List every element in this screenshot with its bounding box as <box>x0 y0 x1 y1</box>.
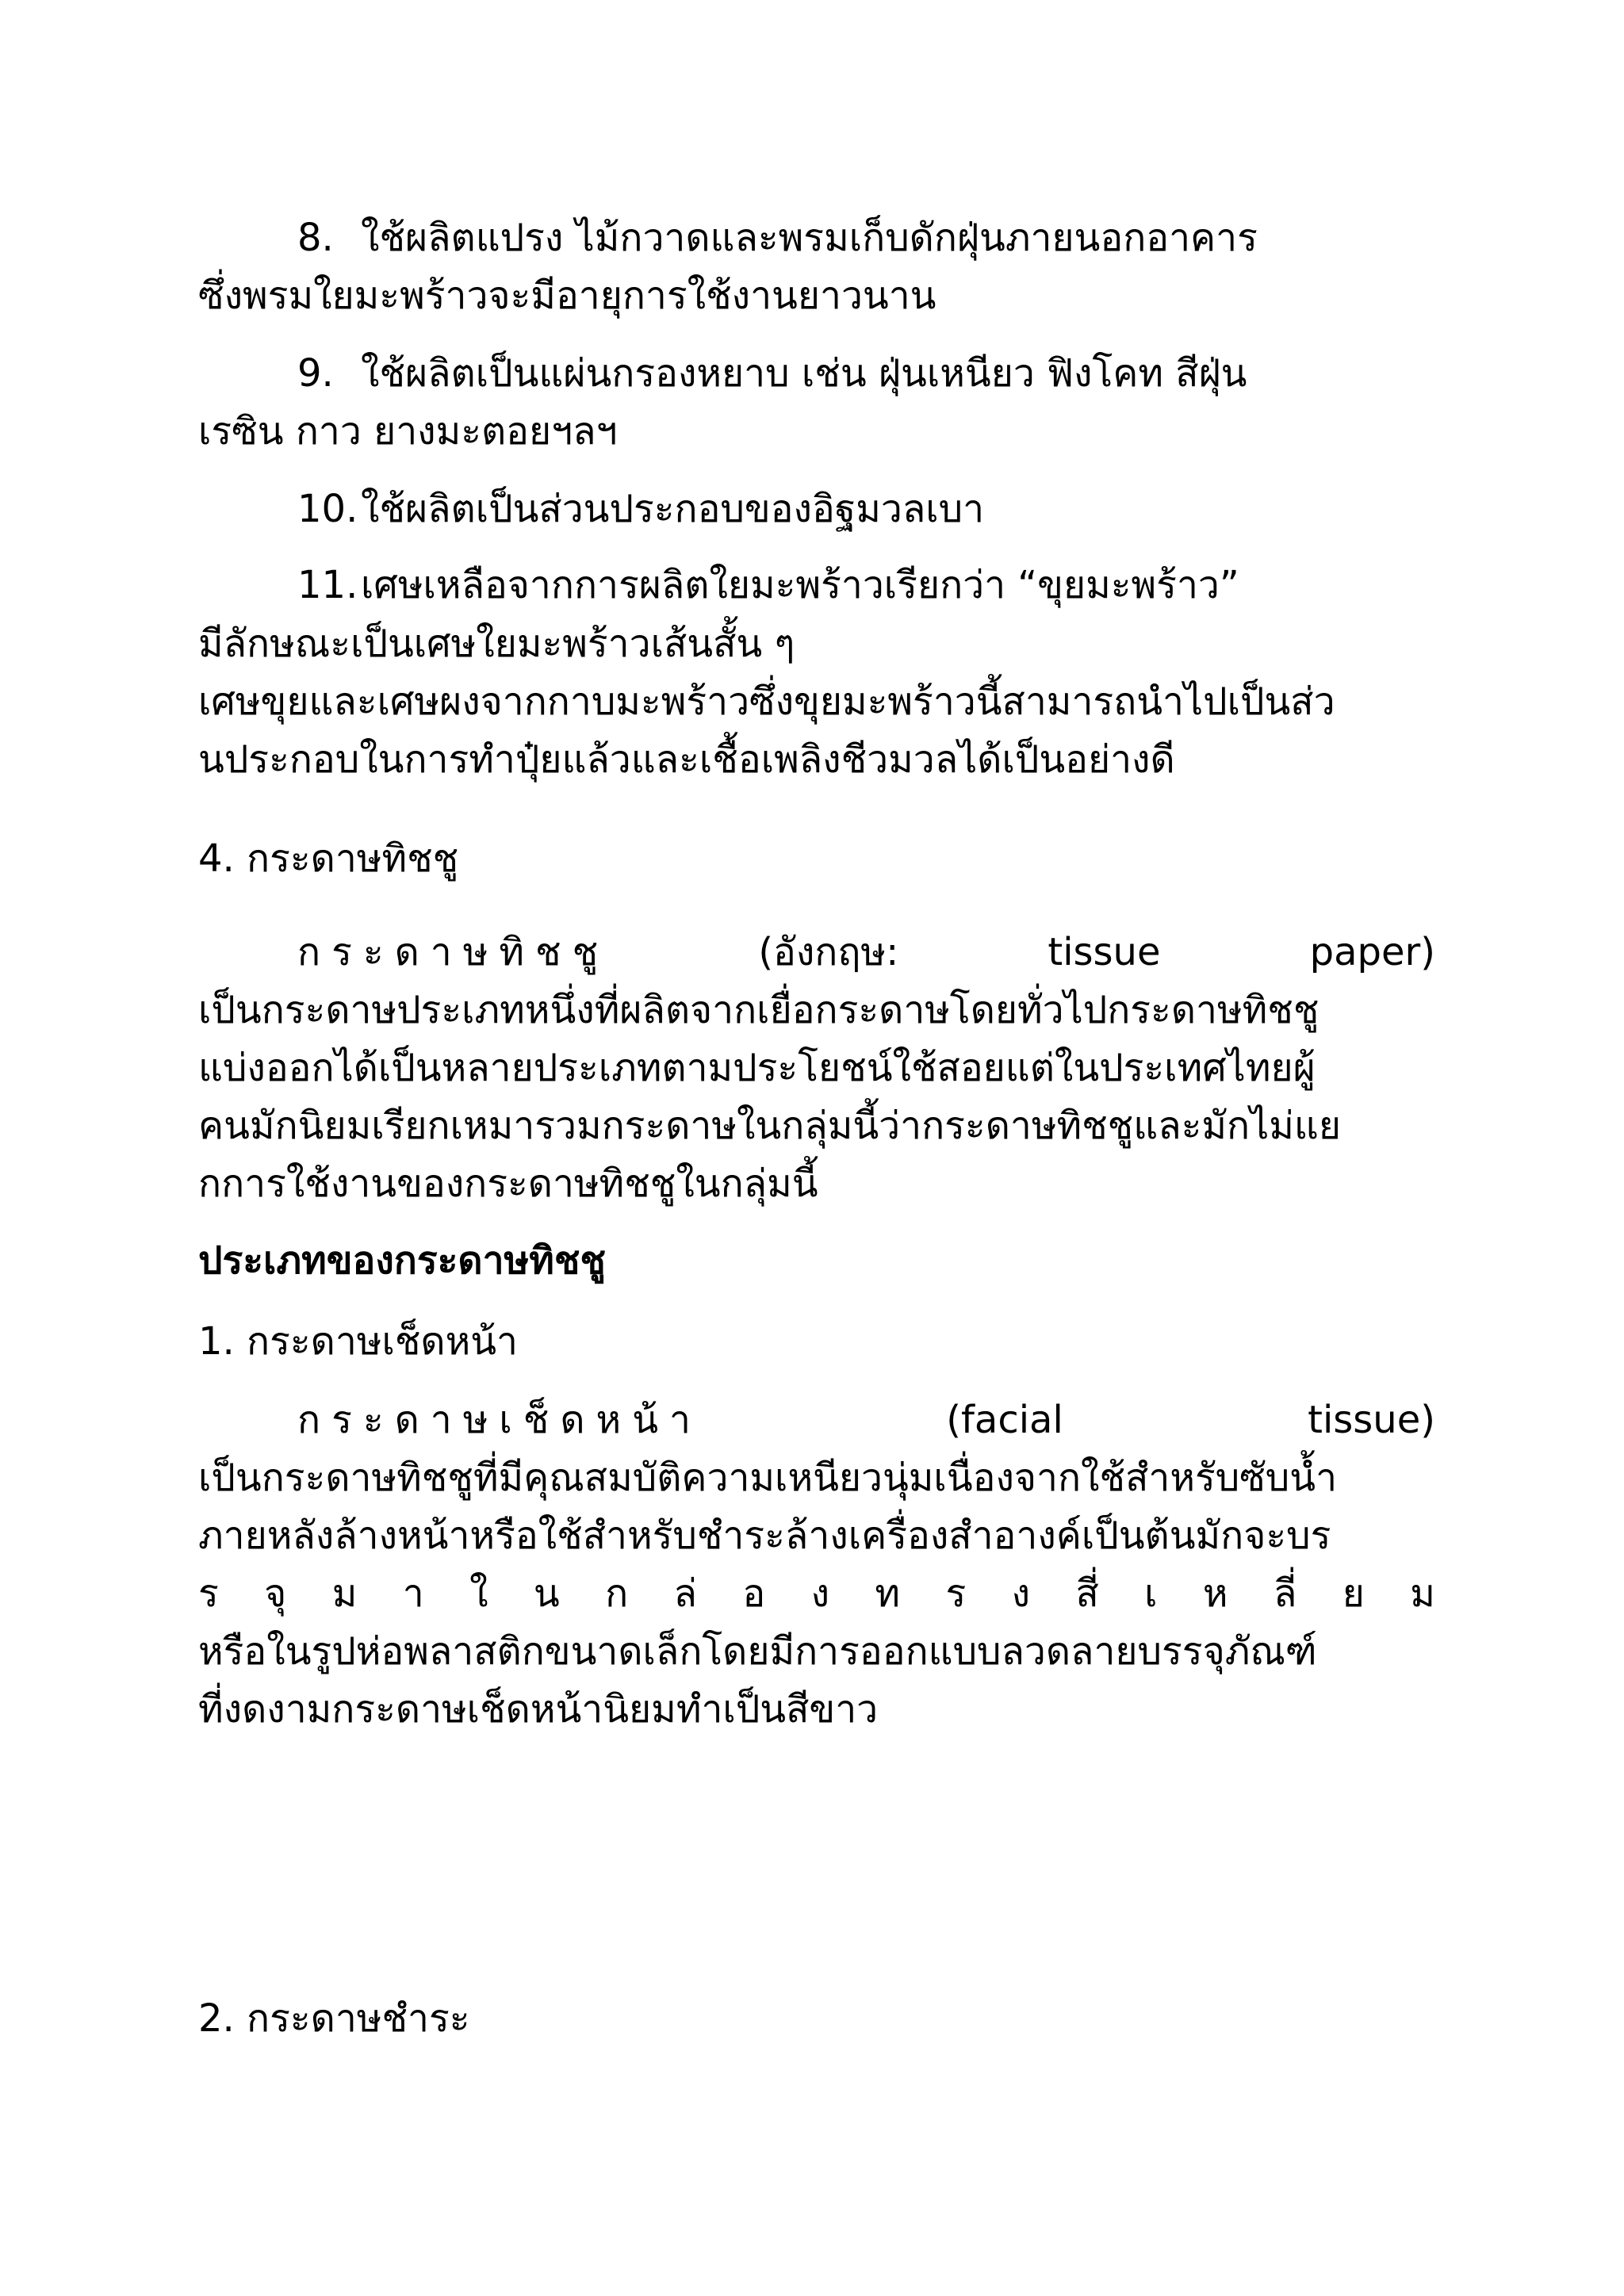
spread-char: ง <box>810 1571 830 1616</box>
spread-char: สี่ <box>1075 1571 1099 1616</box>
list-item-11-line2: มีลักษณะเป็นเศษใยมะพร้าวเส้นสั้น ๆ <box>198 622 795 666</box>
list-number: 9. <box>297 351 334 396</box>
list-text: เศษเหลือจากการผลิตใยมะพร้าวเรียกว่า “ขุยมะพร้าว” <box>361 563 1239 607</box>
subheading-toilet-paper: 2. กระดาษชำระ <box>198 1996 470 2041</box>
spread-char: า <box>402 1571 424 1616</box>
word: (อังกฤษ: <box>758 930 899 974</box>
facial-para-first-line <box>297 1398 1435 1442</box>
spread-char: ร <box>198 1571 219 1616</box>
list-number: 8. <box>297 216 334 260</box>
tissue-para-line: เป็นกระดาษประเภทหนึ่งที่ผลิตจากเยื่อกระดาษโดยทั่วไปกระดาษทิชชู <box>198 988 1320 1032</box>
word: กระดาษทิชชู <box>297 930 610 974</box>
spread-char: ม <box>331 1571 358 1616</box>
word: กระดาษเช็ดหน้า <box>297 1398 702 1442</box>
tissue-para-line: กการใช้งานของกระดาษทิชชูในกลุ่มนี้ <box>198 1161 818 1206</box>
tissue-para-first-line <box>297 930 1435 974</box>
tissue-para-line: คนมักนิยมเรียกเหมารวมกระดาษในกลุ่มนี้ว่ากระดาษทิชชูและมักไม่แย <box>198 1104 1341 1148</box>
list-item-11-line1 <box>297 563 1435 607</box>
list-item-11-line3: เศษขุยและเศษผงจากกาบมะพร้าวซึ่งขุยมะพร้าวนี้สามารถนำไปเป็นส่ว <box>198 679 1335 724</box>
spread-char: ย <box>1342 1571 1365 1616</box>
spread-char: ม <box>1410 1571 1435 1616</box>
word: tissue) <box>1308 1398 1435 1442</box>
facial-para-spread-line <box>198 1571 1435 1616</box>
list-item-9-line1 <box>297 351 1435 396</box>
spread-char: จุ <box>264 1571 287 1616</box>
section-heading-tissue: 4. กระดาษทิชชู <box>198 836 459 881</box>
list-text: ใช้ผลิตเป็นส่วนประกอบของอิฐมวลเบา <box>361 487 985 531</box>
word: (facial <box>946 1398 1063 1442</box>
spread-char: ท <box>875 1571 901 1616</box>
list-item-9-line2: เรซิน กาว ยางมะตอยฯลฯ <box>198 409 618 453</box>
spread-char: ร <box>945 1571 967 1616</box>
spread-char: เ <box>1144 1571 1158 1616</box>
spread-char: ก <box>605 1571 629 1616</box>
tissue-para-line: แบ่งออกได้เป็นหลายประเภทตามประโยชน์ใช้สอยแต่ในประเทศไทยผู้ <box>198 1046 1316 1090</box>
word: tissue <box>1048 930 1161 974</box>
list-number: 11. <box>297 563 358 607</box>
list-item-8-line2: ซึ่งพรมใยมะพร้าวจะมีอายุการใช้งานยาวนาน <box>198 274 936 318</box>
facial-para-line: ที่งดงามกระดาษเช็ดหน้านิยมทำเป็นสีขาว <box>198 1687 879 1732</box>
list-item-10-line1 <box>297 487 1435 531</box>
list-text: ใช้ผลิตเป็นแผ่นกรองหยาบ เช่น ฝุ่นเหนียว ฟิงโคท สีฝุ่น <box>361 351 1247 396</box>
spread-char: ใ <box>469 1571 488 1616</box>
list-text: ใช้ผลิตแปรง ไม้กวาดและพรมเก็บดักฝุ่นภายนอกอาคาร <box>361 216 1258 260</box>
list-item-11-line4: นประกอบในการทำปุ๋ยแล้วและเชื้อเพลิงชีวมวลได้เป็นอย่างดี <box>198 737 1175 782</box>
spread-char: ห <box>1202 1571 1228 1616</box>
spread-char: ล่ <box>673 1571 697 1616</box>
list-number: 10. <box>297 487 358 531</box>
subheading-facial-tissue: 1. กระดาษเช็ดหน้า <box>198 1319 519 1364</box>
spread-char: อ <box>742 1571 766 1616</box>
facial-para-line: หรือในรูปห่อพลาสติกขนาดเล็กโดยมีการออกแบบลวดลายบรรจุภัณฑ์ <box>198 1629 1317 1674</box>
spread-char: ง <box>1011 1571 1031 1616</box>
types-heading: ประเภทของกระดาษทิชชู <box>198 1238 606 1283</box>
word: paper) <box>1309 930 1435 974</box>
facial-para-line: ภายหลังล้างหน้าหรือใช้สำหรับชำระล้างเครื่องสำอางค์เป็นต้นมักจะบร <box>198 1513 1331 1558</box>
spread-char: ลี่ <box>1273 1571 1297 1616</box>
spread-char: น <box>533 1571 560 1616</box>
list-item-8-line1 <box>297 216 1435 260</box>
facial-para-line: เป็นกระดาษทิชชูที่มีคุณสมบัติความเหนียวนุ่มเนื่องจากใช้สำหรับซับน้ำ <box>198 1456 1338 1500</box>
